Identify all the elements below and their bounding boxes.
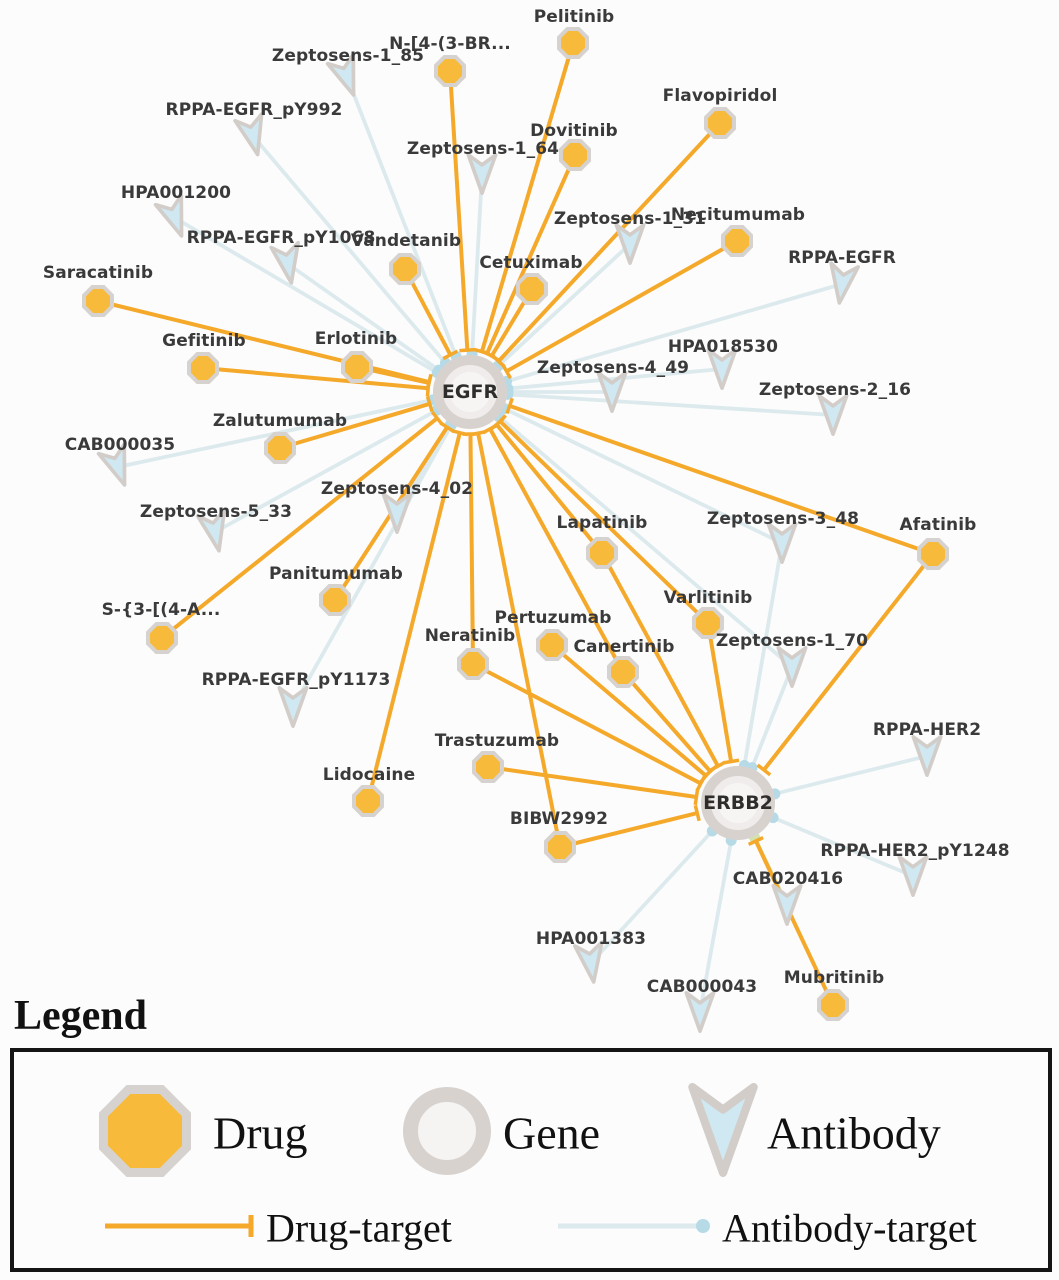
drug-label-necitumumab: Necitumumab bbox=[670, 205, 806, 225]
drug-label-panitumumab: Panitumumab bbox=[269, 564, 403, 584]
antibody-label-hpa018530: HPA018530 bbox=[667, 337, 779, 357]
legend-gene-icon bbox=[403, 1087, 491, 1175]
legend-antibody-edge-icon bbox=[554, 1212, 719, 1240]
antibody-label-rppa-her2_py1248: RPPA-HER2_pY1248 bbox=[820, 841, 1010, 861]
drug-node-s-3-4-a bbox=[146, 622, 178, 654]
legend-drug-icon bbox=[99, 1085, 191, 1177]
antibody-label-zeptosens-1_64: Zeptosens-1_64 bbox=[406, 139, 560, 159]
drug-label-s-3-4-a: S-{3-[(4-A... bbox=[101, 600, 221, 620]
antibody-label-cab020416: CAB020416 bbox=[732, 869, 844, 889]
gene-label-egfr: EGFR bbox=[441, 381, 499, 403]
drug-target-tee bbox=[427, 375, 430, 391]
drug-label-afatinib: Afatinib bbox=[899, 515, 977, 535]
antibody-node-zeptosens-2_16 bbox=[817, 394, 849, 436]
drug-node-necitumumab bbox=[721, 225, 753, 257]
drug-label-gefitinib: Gefitinib bbox=[162, 331, 246, 351]
antibody-label-rppa-her2: RPPA-HER2 bbox=[872, 720, 982, 740]
drug-octagon-fill bbox=[438, 59, 462, 83]
drug-node-neratinib bbox=[457, 648, 489, 680]
drug-node-afatinib bbox=[917, 538, 949, 570]
antibody-label-zeptosens-1_70: Zeptosens-1_70 bbox=[715, 631, 869, 651]
drug-label-vandetanib: Vandetanib bbox=[350, 231, 462, 251]
antibody-label-rppa-egfr: RPPA-EGFR bbox=[788, 248, 896, 268]
legend-antibody-icon bbox=[683, 1083, 763, 1177]
antibody-label-cab000043: CAB000043 bbox=[646, 977, 758, 997]
drug-target-edge bbox=[450, 71, 467, 350]
legend-drug-label: Drug bbox=[213, 1107, 308, 1159]
legend-antibody-edge-label: Antibody-target bbox=[722, 1205, 977, 1251]
drug-label-lapatinib: Lapatinib bbox=[556, 513, 648, 533]
drug-label-canertinib: Canertinib bbox=[573, 637, 675, 657]
drug-node-flavopiridol bbox=[704, 107, 736, 139]
drug-label-neratinib: Neratinib bbox=[424, 626, 516, 646]
drug-label-mubritinib: Mubritinib bbox=[783, 968, 885, 988]
drug-label-n-4-3-br: N-[4-(3-BR... bbox=[389, 34, 511, 54]
antibody-label-zeptosens-2_16: Zeptosens-2_16 bbox=[758, 380, 912, 400]
drug-node-cetuximab bbox=[516, 273, 548, 305]
drug-target-tee bbox=[470, 432, 486, 435]
antibody-target-edge bbox=[775, 756, 927, 794]
antibody-node-cab020416 bbox=[771, 884, 803, 926]
drug-node-saracatinib bbox=[82, 285, 114, 317]
antibody-node-zeptosens-1_64 bbox=[466, 153, 498, 195]
drug-label-pertuzumab: Pertuzumab bbox=[494, 608, 612, 628]
antibody-label-zeptosens-4_49: Zeptosens-4_49 bbox=[536, 358, 690, 378]
antibody-node-rppa-her2_py1248 bbox=[897, 855, 929, 897]
gene-label-erbb2: ERBB2 bbox=[703, 792, 773, 814]
drug-node-gefitinib bbox=[187, 352, 219, 384]
antibody-label-rppa-egfr_py992: RPPA-EGFR_pY992 bbox=[165, 100, 343, 120]
drug-node-lidocaine bbox=[352, 785, 384, 817]
antibody-node-rppa-her2 bbox=[911, 735, 943, 777]
drug-node-erlotinib bbox=[341, 351, 373, 383]
legend-drug-edge-label: Drug-target bbox=[266, 1205, 452, 1251]
legend-gene-label: Gene bbox=[503, 1107, 601, 1159]
antibody-label-zeptosens-1_31: Zeptosens-1_31 bbox=[553, 209, 707, 229]
drug-target-tee bbox=[723, 760, 739, 763]
drug-label-lidocaine: Lidocaine bbox=[322, 765, 416, 785]
antibody-target-edge bbox=[347, 77, 456, 357]
antibody-label-cab000035: CAB000035 bbox=[64, 435, 176, 455]
drug-target-tee bbox=[695, 805, 699, 821]
drug-node-bibw2992 bbox=[544, 831, 576, 863]
antibody-node-zeptosens-1_31 bbox=[614, 223, 646, 265]
gene-node-erbb2 bbox=[701, 766, 775, 840]
legend-antibody-label: Antibody bbox=[767, 1107, 941, 1159]
drug-node-vandetanib bbox=[389, 253, 421, 285]
antibody-label-zeptosens-4_02: Zeptosens-4_02 bbox=[320, 479, 474, 499]
drug-octagon-fill bbox=[86, 289, 110, 313]
legend-drug-edge-icon bbox=[101, 1212, 261, 1240]
drug-target-tee bbox=[459, 350, 475, 351]
drug-target-tee bbox=[695, 789, 697, 805]
antibody-label-rppa-egfr_py1173: RPPA-EGFR_pY1173 bbox=[201, 670, 391, 690]
gene-node-egfr bbox=[433, 355, 507, 429]
drug-label-pelitinib: Pelitinib bbox=[533, 7, 615, 27]
drug-node-pertuzumab bbox=[536, 629, 568, 661]
drug-label-dovitinib: Dovitinib bbox=[530, 121, 618, 141]
drug-label-cetuximab: Cetuximab bbox=[479, 253, 583, 273]
drug-node-lapatinib bbox=[586, 537, 618, 569]
drug-label-saracatinib: Saracatinib bbox=[42, 263, 154, 283]
drug-label-varlitinib: Varlitinib bbox=[663, 588, 753, 608]
drug-label-flavopiridol: Flavopiridol bbox=[662, 86, 778, 106]
drug-label-trastuzumab: Trastuzumab bbox=[434, 731, 560, 751]
drug-node-canertinib bbox=[607, 656, 639, 688]
drug-node-n-4-3-br bbox=[434, 55, 466, 87]
drug-label-zalutumumab: Zalutumumab bbox=[212, 411, 348, 431]
drug-target-edge bbox=[482, 43, 573, 352]
antibody-node-zeptosens-1_70 bbox=[776, 646, 808, 688]
antibody-label-zeptosens-1_85: Zeptosens-1_85 bbox=[271, 46, 425, 66]
drug-label-bibw2992: BIBW2992 bbox=[509, 809, 609, 829]
drug-node-zalutumumab bbox=[264, 432, 296, 464]
antibody-label-rppa-egfr_py1068: RPPA-EGFR_pY1068 bbox=[186, 228, 376, 248]
drug-node-dovitinib bbox=[559, 139, 591, 171]
drug-octagon-fill bbox=[191, 356, 215, 380]
drug-node-panitumumab bbox=[319, 584, 351, 616]
antibody-label-hpa001200: HPA001200 bbox=[120, 183, 232, 203]
drug-node-mubritinib bbox=[817, 989, 849, 1021]
drug-octagon-fill bbox=[393, 257, 417, 281]
antibody-node-rppa-egfr_py1173 bbox=[277, 686, 309, 728]
drug-node-trastuzumab bbox=[472, 751, 504, 783]
antibody-label-zeptosens-3_48: Zeptosens-3_48 bbox=[706, 509, 860, 529]
antibody-label-hpa001383: HPA001383 bbox=[535, 929, 647, 949]
drug-target-edge bbox=[488, 767, 696, 797]
drug-label-erlotinib: Erlotinib bbox=[314, 329, 398, 349]
drug-node-pelitinib bbox=[557, 27, 589, 59]
antibody-label-zeptosens-5_33: Zeptosens-5_33 bbox=[139, 502, 293, 522]
antibody-node-cab000043 bbox=[684, 991, 716, 1033]
drug-octagon-fill bbox=[345, 355, 369, 379]
legend-title: Legend bbox=[14, 993, 148, 1039]
drug-target-edge bbox=[203, 368, 428, 388]
drug-octagon-fill bbox=[268, 436, 292, 460]
